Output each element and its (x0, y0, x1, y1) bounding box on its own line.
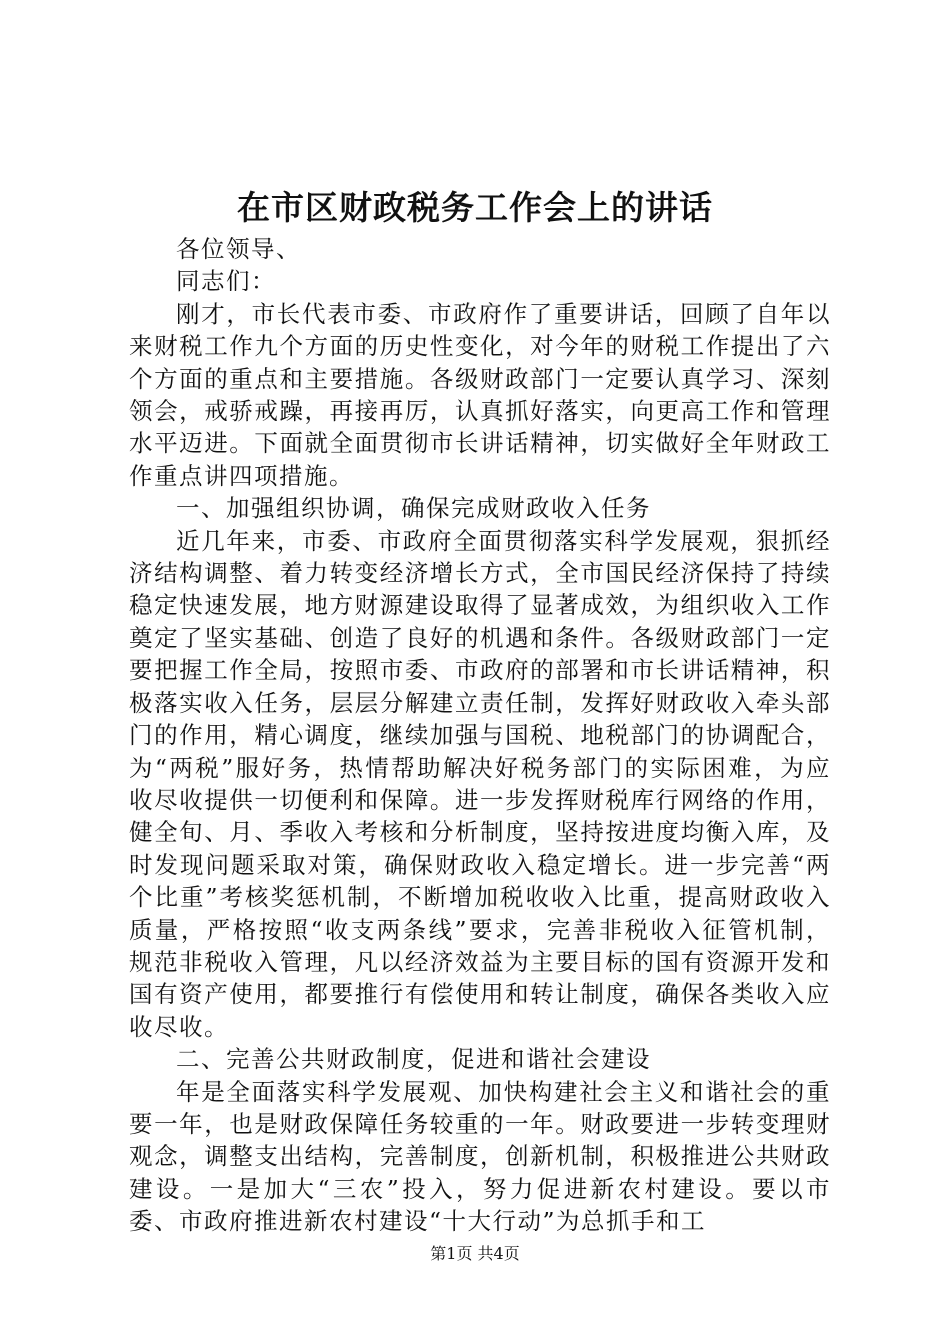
section-1-paragraph: 近几年来，市委、市政府全面贯彻落实科学发展观，狠抓经济结构调整、着力转变经济增长方式，全市国民经济保持了持续稳定快速发展，地方财源建设取得了显著成效，为组织收入工作奠定了坚实基础、创造了良好的机遇和条件。各级财政部门一定要把握工作全局，按照市委、市政府的部署和市长讲话精神，积极落实收入任务，层层分解建立责任制，发挥好财政收入牵头部门的作用，精心调度，继续加强与国税、地税部门的协调配合，为“两税”服好务，热情帮助解决好税务部门的实际困难，为应收尽收提供一切便利和保障。进一步发挥财税库行网络的作用，健全旬、月、季收入考核和分析制度，坚持按进度均衡入库，及时发现问题采取对策，确保财政收入稳定增长。进一步完善“两个比重”考核奖惩机制，不断增加税收收入比重，提高财政收入质量，严格按照“收支两条线”要求，完善非税收入征管机制，规范非税收入管理，凡以经济效益为主要目标的国有资源开发和国有资产使用，都要推行有偿使用和转让制度，确保各类收入应收尽收。 (129, 526, 831, 1041)
document-title: 在市区财政税务工作会上的讲话 (237, 188, 713, 227)
section-2-paragraph: 年是全面落实科学发展观、加快构建社会主义和谐社会的重要一年，也是财政保障任务较重的一年。财政要进一步转变理财观念，调整支出结构，完善制度，创新机制，积极推进公共财政建设。一是加大“三农”投入，努力促进新农村建设。要以市委、市政府推进新农村建设“十大行动”为总抓手和工 (129, 1077, 831, 1236)
section-heading-2: 二、完善公共财政制度，促进和谐社会建设 (176, 1045, 651, 1074)
intro-paragraph: 刚才，市长代表市委、市政府作了重要讲话，回顾了自年以来财税工作九个方面的历史性变化，对今年的财税工作提出了六个方面的重点和主要措施。各级财政部门一定要认真学习、深刻领会，戒骄戒躁，再接再厉，认真抓好落实，向更高工作和管理水平迈进。下面就全面贯彻市长讲话精神，切实做好全年财政工作重点讲四项措施。 (129, 299, 831, 490)
document-body (129, 233, 831, 1238)
salutation-leaders: 各位领导、 (176, 235, 301, 263)
section-heading-1: 一、加强组织协调，确保完成财政收入任务 (176, 494, 651, 523)
page-number-footer: 第1页 共4页 (430, 1244, 520, 1263)
salutation-comrades: 同志们： (176, 267, 276, 296)
